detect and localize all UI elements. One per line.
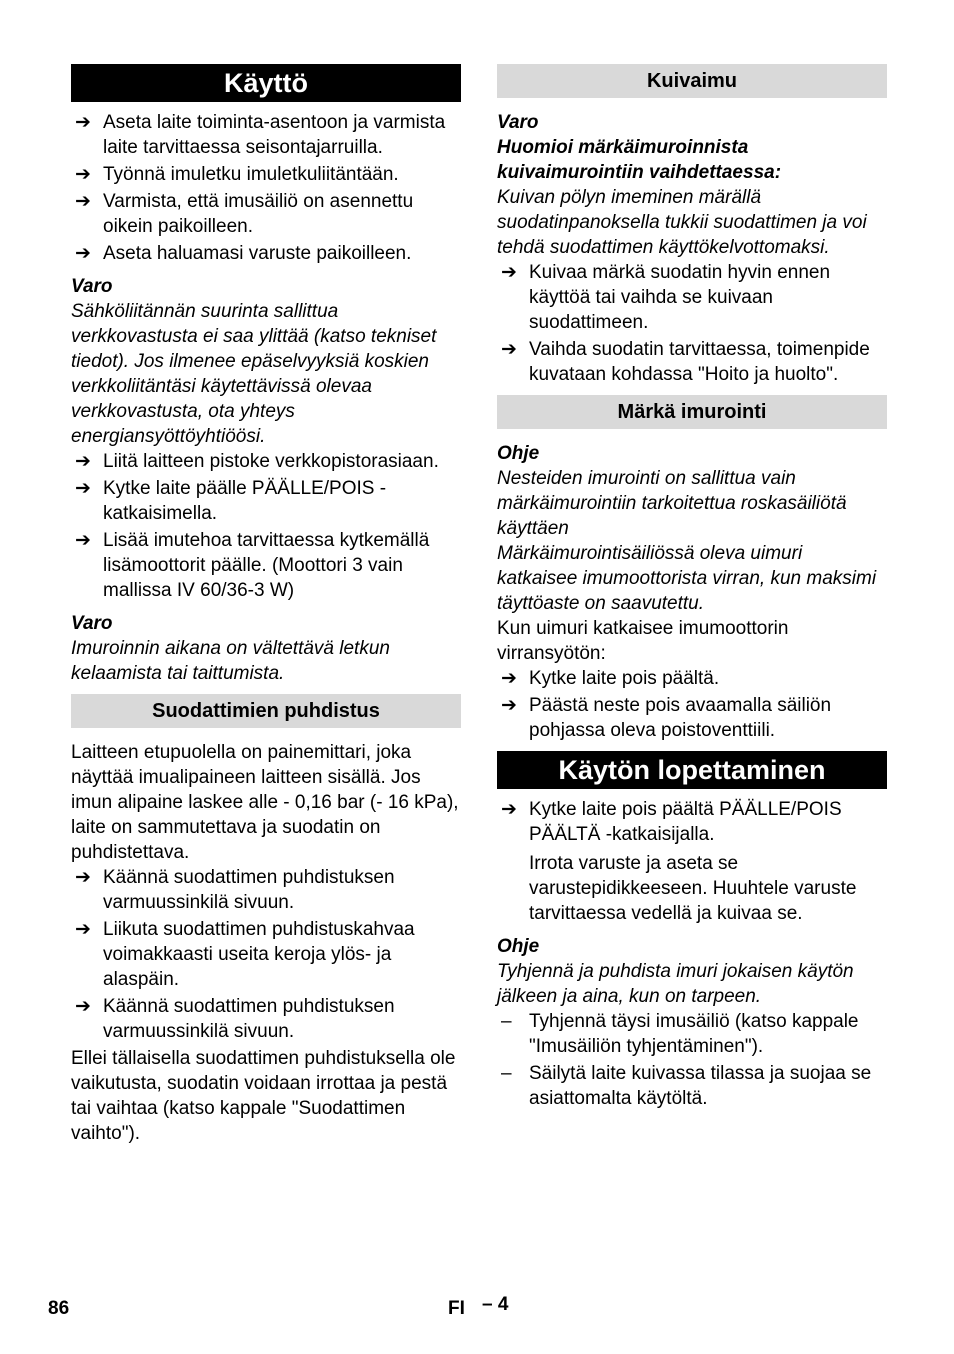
warning-text: Imuroinnin aikana on vältettävä letkun kelaamista tai taittumista. — [71, 638, 390, 684]
arrow-right-icon: ➔ — [75, 919, 91, 940]
dash-list — [497, 1009, 887, 1111]
warning-label: Varo — [71, 276, 113, 297]
subheading-filter-cleaning: Suodattimien puhdistus — [71, 694, 461, 728]
arrow-right-icon: ➔ — [75, 867, 91, 888]
arrow-right-icon: ➔ — [75, 191, 91, 212]
list-item: ➔ Lisää imutehoa tarvittaessa kytkemällä lisämoottorit päälle. (Moottori 3 vain mallissa IV 60/36-3 W) — [75, 530, 430, 601]
dry-steps-list — [497, 260, 887, 387]
list-item: ➔ Aseta laite toiminta-asentoon ja varmista laite tarvittaessa seisontajarruilla. — [75, 112, 446, 158]
arrow-right-icon: ➔ — [75, 478, 91, 499]
list-item: – Säilytä laite kuivassa tilassa ja suojaa se asiattomalta käytöltä. — [501, 1063, 872, 1109]
paragraph: Kun uimuri katkaisee imumoottorin virransyötön: — [497, 618, 789, 664]
note-text: Nesteiden imurointi on sallittua vain märkäimurointiin tarkoitettua roskasäiliötä käyttäen — [497, 468, 847, 539]
list-item: ➔ Liitä laitteen pistoke verkkopistorasiaan. — [75, 451, 439, 472]
warning-label: Varo — [497, 112, 539, 133]
list-item: ➔ Päästä neste pois avaamalla säiliön pohjassa oleva poistoventtiili. — [501, 695, 832, 741]
arrow-right-icon: ➔ — [75, 451, 91, 472]
section-page-number: – 4 — [482, 1294, 509, 1315]
note-text: Tyhjennä ja puhdista imuri jokaisen käytön jälkeen ja aina, kun on tarpeen. — [497, 961, 854, 1007]
list-item: ➔ Aseta haluamasi varuste paikoilleen. — [75, 243, 412, 264]
indented-paragraph: Irrota varuste ja aseta se varustepidikkeeseen. Huuhtele varuste tarvittaessa vedellä ja kuivaa se. — [529, 853, 857, 924]
list-item: ➔ Vaihda suodatin tarvittaessa, toimenpide kuvataan kohdassa "Hoito ja huolto". — [501, 339, 870, 385]
dash-icon: – — [501, 1063, 512, 1084]
arrow-right-icon: ➔ — [75, 530, 91, 551]
arrow-right-icon: ➔ — [75, 164, 91, 185]
warning-text: Sähköliitännän suurinta sallittua verkkovastusta ei saa ylittää (katso tekniset tiedot). Jos ilmenee epäselvyyksiä koskien verkkoliitäntäsi käytettävissä olevaa verkkovastusta, ota yhteys energiansyöttöyhtiöösi. — [71, 301, 437, 447]
arrow-right-icon: ➔ — [75, 243, 91, 264]
steps-list-a — [71, 110, 461, 266]
paragraph: Ellei tällaisella suodattimen puhdistuksella ole vaikutusta, suodatin voidaan irrottaa ja pestä tai vaihtaa (katso kappale "Suodattimen vaihto"). — [71, 1048, 456, 1144]
section-heading-stop: Käytön lopettaminen — [497, 751, 887, 789]
arrow-right-icon: ➔ — [501, 262, 517, 283]
subheading-wet-vacuum: Märkä imurointi — [497, 395, 887, 429]
list-item: ➔ Käännä suodattimen puhdistuksen varmuussinkilä sivuun. — [75, 867, 395, 913]
wet-steps-list — [497, 666, 887, 743]
arrow-right-icon: ➔ — [501, 695, 517, 716]
paragraph: Laitteen etupuolella on painemittari, joka näyttää imualipaineen laitteen sisällä. Jos imun alipaine laskee alle - 0,16 bar (- 16 kPa), laite on sammutettava ja suodatin on puhdistettava. — [71, 742, 459, 863]
arrow-right-icon: ➔ — [501, 339, 517, 360]
note-text: Märkäimurointisäiliössä oleva uimuri katkaisee imumoottorista virran, kun maksimi täyttöaste on saavutettu. — [497, 543, 877, 614]
list-item: ➔ Kytke laite pois päältä PÄÄLLE/POIS PÄÄLTÄ -katkaisijalla. — [501, 799, 842, 845]
dash-icon: – — [501, 1011, 512, 1032]
right-column — [497, 64, 887, 1113]
warning-emphasis: Huomioi märkäimuroinnista kuivaimurointiin vaihdettaessa: — [497, 137, 782, 183]
language-code: FI — [448, 1298, 465, 1319]
arrow-right-icon: ➔ — [501, 668, 517, 689]
list-item: ➔ Käännä suodattimen puhdistuksen varmuussinkilä sivuun. — [75, 996, 395, 1042]
arrow-right-icon: ➔ — [75, 996, 91, 1017]
warning-label: Varo — [71, 613, 113, 634]
note-label: Ohje — [497, 936, 540, 957]
list-item: ➔ Liikuta suodattimen puhdistuskahvaa voimakkaasti useita keroja ylös- ja alaspäin. — [75, 919, 415, 990]
page-number: 86 — [48, 1298, 70, 1319]
list-item: ➔ Varmista, että imusäiliö on asennettu oikein paikoilleen. — [75, 191, 414, 237]
subheading-dry-vacuum: Kuivaimu — [497, 64, 887, 98]
steps-list-c — [71, 865, 461, 1044]
arrow-right-icon: ➔ — [501, 799, 517, 820]
note-label: Ohje — [497, 443, 540, 464]
warning-text: Kuivan pölyn imeminen märällä suodatinpanoksella tukkii suodattimen ja voi tehdä suodattimen käyttökelvottomaksi. — [497, 187, 867, 258]
list-item: ➔ Työnnä imuletku imuletkuliitäntään. — [75, 164, 399, 185]
list-item: ➔ Kytke laite päälle PÄÄLLE/POIS -katkaisimella. — [75, 478, 387, 524]
list-item: – Tyhjennä täysi imusäiliö (katso kappale "Imusäiliön tyhjentäminen"). — [501, 1011, 859, 1057]
list-item: ➔ Kytke laite pois päältä. — [501, 668, 720, 689]
steps-list-b — [71, 449, 461, 603]
arrow-right-icon: ➔ — [75, 112, 91, 133]
list-item: ➔ Kuivaa märkä suodatin hyvin ennen käyttöä tai vaihda se kuivaan suodattimeen. — [501, 262, 831, 333]
left-column — [71, 64, 461, 1146]
section-heading-kaytto: Käyttö — [71, 64, 461, 102]
stop-steps-list — [497, 797, 887, 847]
